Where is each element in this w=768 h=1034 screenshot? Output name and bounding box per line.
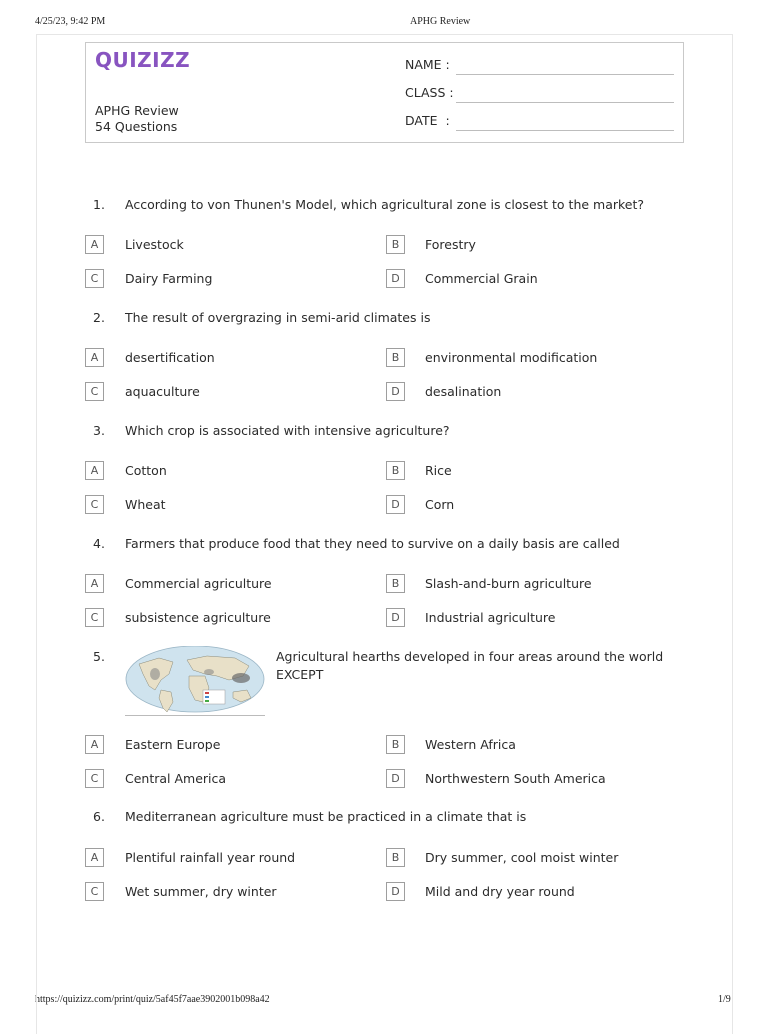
option-letter-box[interactable]: C [85, 608, 104, 627]
option-letter-box[interactable]: B [386, 848, 405, 867]
option-letter-box[interactable]: C [85, 769, 104, 788]
option-letter-box[interactable]: A [85, 235, 104, 254]
question-text-line-1: Agricultural hearths developed in four areas around the world [276, 649, 664, 664]
option-text: Mild and dry year round [425, 884, 575, 899]
option-letter-box[interactable]: C [85, 882, 104, 901]
option-text: Industrial agriculture [425, 610, 556, 625]
option-letter-box[interactable]: A [85, 735, 104, 754]
option-text: Wheat [125, 497, 166, 512]
option-text: Plentiful rainfall year round [125, 850, 296, 865]
option-letter-box[interactable]: D [386, 269, 405, 288]
question-text: The result of overgrazing in semi-arid climates is [125, 310, 431, 325]
question-number: 4. [93, 536, 105, 551]
option-letter-box[interactable]: D [386, 382, 405, 401]
quiz-title: APHG Review [95, 103, 179, 118]
option-text: Cotton [125, 463, 167, 478]
option-text: Dry summer, cool moist winter [425, 850, 619, 865]
print-title: APHG Review [410, 16, 471, 27]
option-text: Livestock [125, 237, 184, 252]
question-number: 2. [93, 310, 105, 325]
option-letter-box[interactable]: B [386, 348, 405, 367]
option-text: aquaculture [125, 384, 200, 399]
question-number: 5. [93, 649, 105, 664]
question-text: Farmers that produce food that they need to survive on a daily basis are called [125, 536, 620, 551]
option-letter-box[interactable]: C [85, 495, 104, 514]
option-text: Northwestern South America [425, 771, 606, 786]
option-text: Forestry [425, 237, 476, 252]
option-text: Commercial Grain [425, 271, 538, 286]
option-letter-box[interactable]: C [85, 269, 104, 288]
print-page-number: 1/9 [718, 994, 731, 1005]
option-letter-box[interactable]: A [85, 461, 104, 480]
question-text-line-2: EXCEPT [276, 667, 324, 682]
question-text: According to von Thunen's Model, which agricultural zone is closest to the market? [125, 197, 645, 212]
option-text: Eastern Europe [125, 737, 221, 752]
option-text: subsistence agriculture [125, 610, 271, 625]
question-number: 6. [93, 809, 105, 824]
option-text: desertification [125, 350, 215, 365]
class-field[interactable] [456, 88, 674, 103]
option-letter-box[interactable]: D [386, 769, 405, 788]
question-text: Which crop is associated with intensive agriculture? [125, 423, 450, 438]
option-letter-box[interactable]: B [386, 735, 405, 754]
option-letter-box[interactable]: D [386, 608, 405, 627]
question-count: 54 Questions [95, 119, 178, 134]
option-text: environmental modification [425, 350, 598, 365]
option-letter-box[interactable]: C [85, 382, 104, 401]
option-letter-box[interactable]: A [85, 348, 104, 367]
option-text: Central America [125, 771, 227, 786]
option-text: Wet summer, dry winter [125, 884, 277, 899]
date-label: DATE : [405, 113, 450, 128]
option-text: Slash-and-burn agriculture [425, 576, 592, 591]
quizizz-logo: QUIZIZZ [95, 48, 191, 72]
name-field[interactable] [456, 60, 674, 75]
print-url[interactable]: https://quizizz.com/print/quiz/5af45f7aae3902001b098a42 [35, 994, 270, 1005]
question-number: 3. [93, 423, 105, 438]
option-text: desalination [425, 384, 502, 399]
option-text: Western Africa [425, 737, 516, 752]
option-text: Corn [425, 497, 455, 512]
option-letter-box[interactable]: A [85, 574, 104, 593]
option-text: Commercial agriculture [125, 576, 272, 591]
option-letter-box[interactable]: B [386, 574, 405, 593]
option-letter-box[interactable]: B [386, 235, 405, 254]
world-map-image [125, 646, 265, 716]
class-label: CLASS : [405, 85, 454, 100]
option-letter-box[interactable]: D [386, 882, 405, 901]
option-letter-box[interactable]: A [85, 848, 104, 867]
print-datetime: 4/25/23, 9:42 PM [35, 16, 106, 27]
question-text: Mediterranean agriculture must be practiced in a climate that is [125, 809, 527, 824]
option-text: Rice [425, 463, 452, 478]
name-label: NAME : [405, 57, 450, 72]
date-field[interactable] [456, 116, 674, 131]
question-number: 1. [93, 197, 105, 212]
option-letter-box[interactable]: B [386, 461, 405, 480]
option-text: Dairy Farming [125, 271, 213, 286]
option-letter-box[interactable]: D [386, 495, 405, 514]
